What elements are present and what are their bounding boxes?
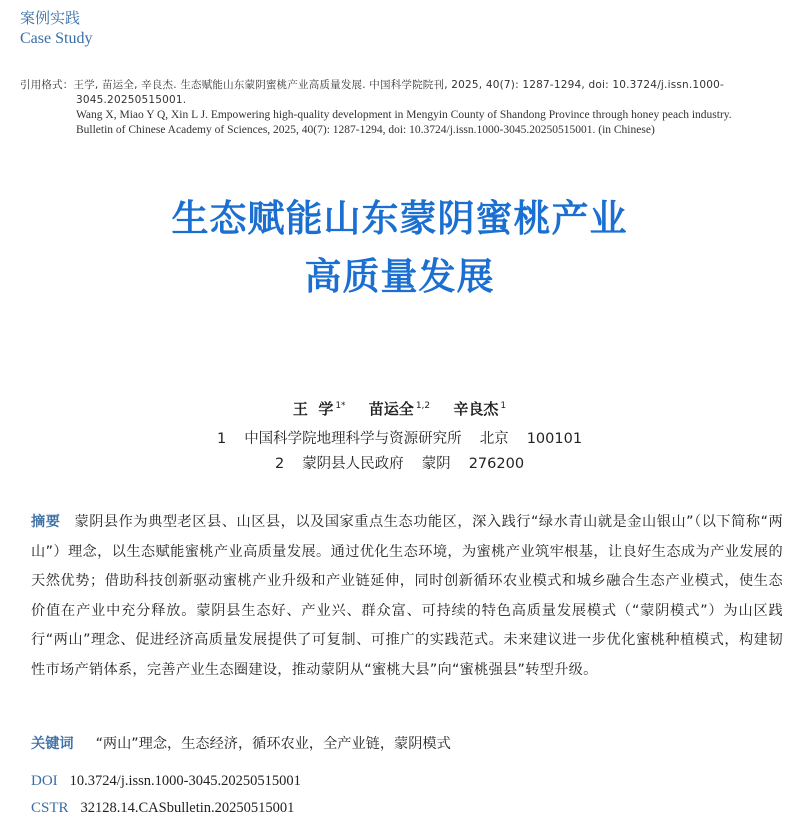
author-2 — [369, 400, 430, 418]
affiliation-number: 1 — [216, 431, 227, 447]
article-title-line1: 生态赋能山东蒙阴蜜桃产业 — [171, 197, 628, 240]
citation-en-line1: Wang X, Miao Y Q, Xin L J. Empowering high-quality development in Mengyin County of Shandong Province through honey peach industry. — [76, 109, 732, 121]
affiliation-city: 北京 — [479, 431, 509, 447]
abstract-text: 蒙阴县作为典型老区县、山区县，以及国家重点生态功能区，深入践行“绿水青山就是金山银山”（以下简称“两山”）理念，以生态赋能蜜桃产业高质量发展。通过优化生态环境，为蜜桃产业筑牢根基，让良好生态成为产业发展的天然优势；借助科技创新驱动蜜桃产业升级和产业链延伸，同时创新循环农业模式和城乡融合生态产业模式，使生态价值在产业中充分释放。蒙阴县生态好、产业兴、群众富、可持续的特色高质量发展模式（“蒙阴模式”）为山区践行“两山”理念、促进经济高质量发展提供了可复制、可推广的实践范式。未来建议进一步优化蜜桃种植模式，构建韧性市场产销体系，完善产业生态圈建设，推动蒙阴从“蜜桃大县”向“蜜桃强县”转型升级。 — [31, 514, 783, 678]
author-affil-sup: 1 — [500, 401, 507, 411]
doi-value: 10.3724/j.issn.1000-3045.20250515001 — [69, 773, 301, 789]
doi-row — [31, 771, 301, 791]
citation-block — [20, 78, 780, 138]
author-list — [0, 396, 799, 419]
affiliation-org: 中国科学院地理科学与资源研究所 — [244, 431, 462, 447]
affiliation-number: 2 — [274, 456, 285, 472]
affiliation-2 — [0, 454, 799, 474]
cstr-label: CSTR — [31, 800, 69, 816]
affiliation-org: 蒙阴县人民政府 — [302, 456, 404, 472]
affiliation-1 — [0, 429, 799, 449]
keywords-text: “两山”理念，生态经济，循环农业，全产业链，蒙阴模式 — [95, 736, 451, 752]
keywords-label: 关键词 — [31, 736, 74, 752]
author-1 — [293, 400, 346, 418]
author-name: 辛良杰 — [453, 400, 499, 418]
author-affil-sup: 1,2 — [415, 401, 431, 411]
article-title — [0, 190, 799, 306]
section-label-cn: 案例实践 — [20, 9, 81, 27]
affiliation-zip: 276200 — [468, 456, 525, 472]
keywords — [31, 733, 783, 755]
citation-label: 引用格式： — [20, 79, 74, 91]
author-3 — [453, 400, 506, 418]
affiliation-zip: 100101 — [526, 431, 583, 447]
cstr-row — [31, 798, 294, 818]
doi-label: DOI — [31, 773, 58, 789]
author-name: 苗运全 — [368, 400, 414, 418]
citation-en-line2: Bulletin of Chinese Academy of Sciences, 2025, 40(7): 1287-1294, doi: 10.3724/j.issn.1000-3045.20250515001. (in Chinese) — [76, 124, 655, 136]
section-label-en: Case Study — [20, 30, 93, 47]
article-title-line2: 高质量发展 — [304, 255, 495, 298]
affiliation-city: 蒙阴 — [421, 456, 451, 472]
abstract — [31, 508, 783, 685]
citation-cn-line2: 3045.20250515001. — [76, 94, 187, 106]
citation-cn-text1: 王学, 苗运全, 辛良杰. 生态赋能山东蒙阴蜜桃产业高质量发展. 中国科学院院刊, 2025, 40(7): 1287-1294, doi: 10.3724/j.issn.1000- — [73, 79, 724, 91]
cstr-value: 32128.14.CASbulletin.20250515001 — [80, 800, 295, 816]
citation-cn-line1 — [20, 78, 780, 93]
author-affil-sup: 1* — [335, 401, 346, 411]
author-name: 王 学 — [292, 400, 334, 418]
abstract-label: 摘要 — [31, 514, 61, 530]
